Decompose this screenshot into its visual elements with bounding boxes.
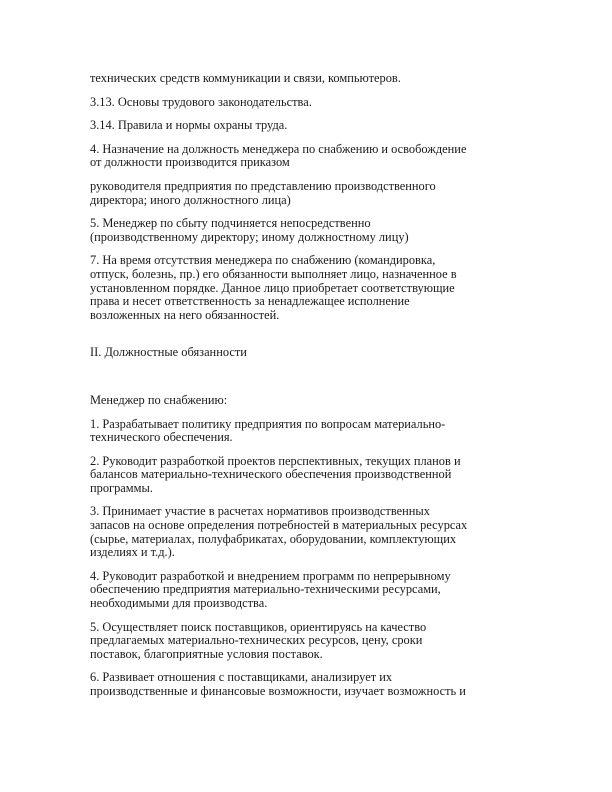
- paragraph-7-absence: 7. На время отсутствия менеджера по снабжению (командировка, отпуск, болезнь, пр.) его обязанности выполняет лицо, назначенное в установленном порядке. Данное лицо приобретает соответствующие права и несет ответственность за ненадлежащее исполнение возложенных на него обязанностей.: [90, 253, 457, 322]
- duty-item: 6. Развивает отношения с поставщиками, анализирует их производственные и финансовые возможности, изучает возможность и: [90, 670, 466, 698]
- paragraph-communications: технических средств коммуникации и связи, компьютеров.: [90, 71, 401, 85]
- paragraph-director: руководителя предприятия по представлению производственного директора; иного должностного лица): [90, 178, 436, 207]
- duty-item: 3. Принимает участие в расчетах нормативов производственных запасов на основе определения потребностей в материальных ресурсах (сырье, материалах, полуфабрикатах, оборудовании, комплектующих изделиях и т.д.).: [90, 504, 468, 560]
- document-body: [90, 72, 520, 709]
- section-title: II. Должностные обязанности: [90, 345, 247, 360]
- duty-item: 4. Руководит разработкой и внедрением программ по непрерывному обеспечению предприятия материально-техническими ресурсами, необходимыми для производства.: [90, 568, 451, 611]
- duty-item: 5. Осуществляет поиск поставщиков, ориентируясь на качество предлагаемых материально-технических ресурсов, цену, сроки поставок, благоприятные условия поставок.: [90, 619, 427, 661]
- paragraph-3-13: 3.13. Основы трудового законодательства.: [90, 94, 312, 109]
- duty-item: 1. Разрабатывает политику предприятия по вопросам материально- технического обеспечения.: [90, 416, 446, 445]
- paragraph-4-appointment: 4. Назначение на должность менеджера по снабжению и освобождение от должности производится приказом: [90, 141, 467, 170]
- duty-item: 2. Руководит разработкой проектов перспективных, текущих планов и балансов материально-технического обеспечения производственной программы.: [90, 453, 461, 495]
- paragraph-5-subordination: 5. Менеджер по сбыту подчиняется непосредственно (производственному директору; иному должностному лицу): [90, 216, 409, 244]
- paragraph-3-14: 3.14. Правила и нормы охраны труда.: [90, 118, 288, 133]
- role-line: Менеджер по снабжению:: [90, 392, 228, 407]
